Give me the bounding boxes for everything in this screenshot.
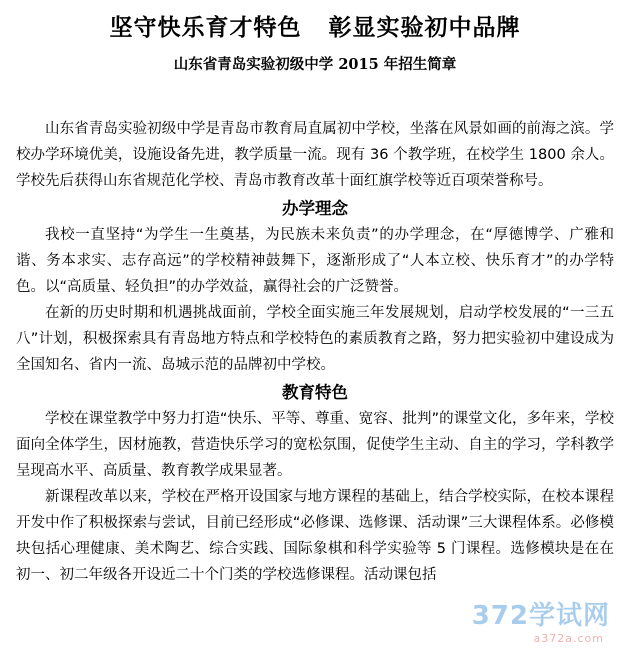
watermark-logo-text: 372学试网: [471, 601, 610, 631]
section-heading-education-features: 教育特色: [282, 383, 348, 402]
section-education-features: [16, 380, 614, 588]
section-philosophy: [16, 196, 614, 378]
section-heading-philosophy: 办学理念: [282, 199, 348, 218]
paragraph: 在新的历史时期和机遇挑战面前，学校全面实施三年发展规划，启动学校发展的“一三五八”计划，积极探索具有青岛地方特点和学校特色的素质教育之路，努力把实验初中建设成为全国知名、省内一流、岛城示范的品牌初中学校。: [16, 305, 614, 373]
intro-paragraph: 山东省青岛实验初级中学是青岛市教育局直属初中学校，坐落在风景如画的前海之滨。学校办学环境优美，设施设备先进，教学质量一流。现有 36 个教学班，在校学生 1800 余人。学校先后获得山东省规范化学校、青岛市教育改革十面红旗学校等近百项荣誉称号。: [16, 121, 614, 189]
subtitle: 山东省青岛实验初级中学 2015 年招生简章: [173, 56, 457, 73]
intro-section: [16, 116, 614, 194]
paragraph: 我校一直坚持“为学生一生奠基，为民族未来负责”的办学理念，在“厚德博学、广雅和谐、务本求实、志存高远”的学校精神鼓舞下，逐渐形成了“人本立校、快乐育才”的办学特色。以“高质量、轻负担”的办学效益，赢得社会的广泛赞誉。: [16, 227, 614, 295]
paragraph: 学校在课堂教学中努力打造“快乐、平等、尊重、宽容、批判”的课堂文化，多年来，学校面向全体学生，因材施教，营造快乐学习的宽松氛围，促使学生主动、自主的学习，学科教学呈现高水平、高质量、教育教学成果显著。: [16, 411, 614, 479]
paragraph: 新课程改革以来，学校在严格开设国家与地方课程的基础上，结合学校实际，在校本课程开发中作了积极探索与尝试，目前已经形成“必修课、选修课、活动课”三大课程体系。必修模块包括心理健康、美术陶艺、综合实践、国际象棋和科学实验等 5 门课程。选修模块是在在初一、初二年级各开设近二十个门类的学校选修课程。活动课包括: [16, 489, 614, 583]
main-title: 坚守快乐育才特色 彰显实验初中品牌: [109, 15, 521, 41]
watermark-url: a372a.com: [533, 632, 604, 645]
